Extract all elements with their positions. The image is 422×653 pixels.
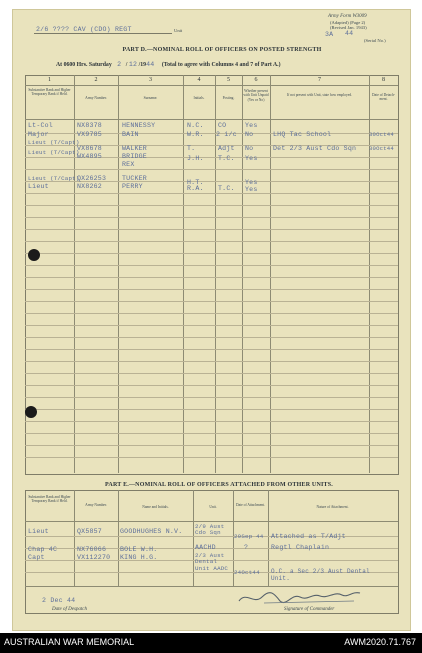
row-2-surname: BAIN (122, 131, 139, 138)
row-5-surname: REX (122, 161, 135, 168)
part-d-date-day: 2 (117, 61, 122, 68)
e-row-3-nature: O.C. a Sec 2/3 Aust Dental Unit. (271, 568, 370, 582)
row-1-present: Yes (245, 122, 258, 129)
col-header-initials: Initials. (193, 96, 205, 100)
row-1-surname: HENNESSY (122, 122, 156, 129)
col-header-posting: Posting. (222, 96, 235, 100)
col-header-employed: If not present with Unit, state how employed. (286, 93, 353, 97)
row-6-rank: Lieut (T/Capt) (28, 175, 80, 182)
serial-number-2: 44 (345, 30, 354, 37)
e-row-1-rank: Lieut (28, 528, 49, 535)
credits-left: AUSTRALIAN WAR MEMORIAL (4, 637, 135, 647)
unit-underline (34, 33, 172, 34)
row-7-surname: PERRY (122, 183, 143, 190)
row-7-number: NX8262 (77, 183, 102, 190)
col-header-rank: Substantive Rank and Higher Temporary Rank if Held. (28, 88, 71, 97)
row-1-initials: N.C. (187, 122, 204, 129)
row-2-date: 30Oct44 (369, 131, 394, 138)
row-1-number: NX8378 (77, 122, 102, 129)
row-2-rank: Major (28, 131, 49, 138)
e-row-3-number: VX112270 (77, 554, 111, 561)
part-e-header-nature: Nature of Attachment. (316, 505, 349, 509)
row-6-present: Yes (245, 179, 258, 186)
row-2-present: No (245, 131, 254, 138)
part-d-date-month: 12 (128, 61, 138, 68)
col-header-date: Date of Detach-ment. (372, 93, 395, 102)
row-2-number: VX9785 (77, 131, 102, 138)
row-4-date: 30Oct44 (369, 145, 394, 152)
col-number-1: 1 (48, 77, 51, 83)
part-d-at-label: At 0600 Hrs. Saturday 2 / 12 /1944 (Total to agree with Columns 4 and 7 of Part A.) (56, 61, 281, 68)
row-6-initials: H.T. (187, 179, 204, 186)
row-7-present: Yes (245, 186, 258, 193)
e-row-2-rank: Chap 4C (28, 546, 58, 553)
credits-right: AWM2020.71.767 (344, 637, 416, 647)
row-7-rank: Lieut (28, 183, 49, 190)
row-3-surname: WALKER (122, 145, 147, 152)
row-4-present: No (245, 145, 254, 152)
part-e-header-name: Name and Initials. (142, 505, 169, 509)
e-row-1-nature: Attached as T/Adjt (271, 533, 346, 540)
despatch-date: 2 Dec 44 (42, 597, 76, 604)
row-3-rank: Lieut (T/Capt) (28, 139, 80, 146)
e-row-3-name: KING H.G. (120, 554, 158, 561)
e-row-1-number: QX5857 (77, 528, 102, 535)
row-2-posting: 2 i/c (216, 131, 237, 138)
serial-label: (Serial No.) (364, 38, 386, 43)
row-5-posting: T.C. (218, 155, 235, 162)
col-number-2: 2 (94, 77, 98, 83)
e-row-1-unit: 2/9 Aust Cdo Sqn (195, 523, 225, 536)
part-e-header-date: Date of Attachment. (235, 503, 266, 507)
serial-number: 3A (325, 31, 334, 38)
signature-label: Signature of Commander (284, 607, 335, 612)
despatch-label: Date of Despatch (52, 607, 87, 612)
col-number-8: 8 (382, 77, 385, 83)
row-7-posting: T.C. (218, 185, 235, 192)
row-5-present: Yes (245, 155, 258, 162)
form-adapted: (Adapted) (Page 2) (330, 20, 366, 25)
punch-hole-upper (28, 249, 40, 261)
punch-hole-lower (25, 406, 37, 418)
e-row-3-date: 24Oct44 (234, 569, 260, 576)
row-5-initials: J.H. (187, 155, 204, 162)
col-header-number: Army Number. (85, 96, 107, 100)
part-d-date-year: 44 (146, 61, 155, 68)
col-number-6: 6 (254, 77, 258, 83)
row-7-initials: R.A. (187, 185, 204, 192)
row-1-posting: CO (218, 122, 227, 129)
header-rule (25, 119, 398, 120)
form-sheet (12, 9, 411, 631)
col-number-3: 3 (149, 77, 152, 83)
e-row-2-unit: AACHD (195, 544, 216, 551)
credits-bar (0, 633, 422, 653)
part-e-header-number: Army Number. (85, 503, 107, 507)
unit-label: Unit (174, 28, 183, 33)
part-e-title: PART E.—NOMINAL ROLL OF OFFICERS ATTACHED FROM OTHER UNITS. (105, 482, 333, 488)
form-revised: (Revised Jan. 1943) (330, 25, 367, 30)
part-e-header-unit: Unit. (209, 505, 217, 509)
col-number-7: 7 (318, 77, 321, 83)
row-1-rank: Lt-Col (28, 122, 53, 129)
e-row-3-unit: 2/3 Aust Dental Unit AADC (195, 552, 229, 572)
row-4-employed: Det 2/3 Aust Cdo Sqn (273, 145, 357, 152)
row-2-employed: LHQ Tac School (273, 131, 332, 138)
row-6-number: QX26253 (77, 175, 107, 182)
col-header-surname: Surname. (143, 96, 158, 100)
row-6-surname: TUCKER (122, 175, 147, 182)
commander-signature (234, 587, 374, 609)
col-number-4: 4 (197, 77, 201, 83)
row-4-surname: BRIDGE (122, 153, 147, 160)
part-e-header-rank: Substantive Rank and Higher Temporary Rank if Held. (28, 495, 71, 504)
e-row-3-rank: Capt (28, 554, 45, 561)
part-d-title: PART D.—NOMINAL ROLL OF OFFICERS ON POSTED STRENGTH (122, 47, 322, 53)
row-4-initials: T. (187, 145, 196, 152)
row-2-initials: W.R. (187, 131, 204, 138)
e-row-1-name: GOODHUGHES N.V. (120, 528, 183, 535)
col-number-5: 5 (227, 77, 230, 83)
e-row-1-date: 29Sep 44 (234, 533, 264, 540)
form-id: Army Form W3009 (328, 14, 367, 19)
row-3-number: VX8678 (77, 145, 102, 152)
col-header-present: Whether present with Unit Unpaid (Yes or No) (243, 89, 269, 102)
e-row-2-number: NX76066 (77, 546, 107, 553)
e-row-2-date: ? (244, 544, 249, 551)
e-row-2-nature: Regtl Chaplain (271, 544, 330, 551)
row-4-number: WX4895 (77, 153, 102, 160)
row-4-rank: Lieut (T/Capt) (28, 149, 80, 156)
unit-name: 2/6 ???? CAV (CDO) REGT (36, 26, 132, 33)
col-number-rule (25, 85, 398, 86)
e-row-2-name: BOLE W.H. (120, 546, 158, 553)
row-4-posting: Adjt (218, 145, 235, 152)
